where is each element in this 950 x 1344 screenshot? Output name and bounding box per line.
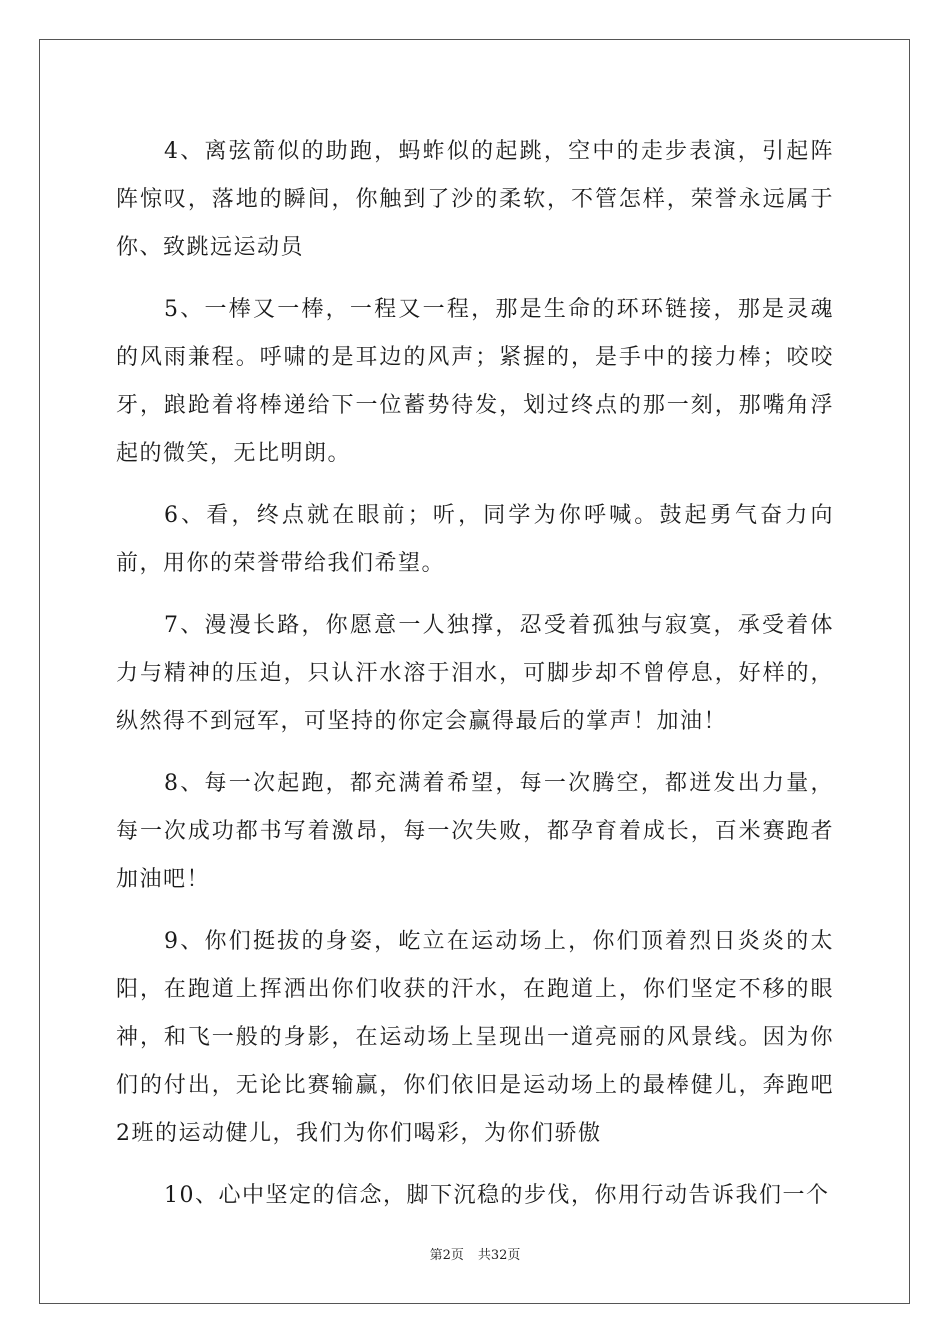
paragraph-6: 6、看，终点就在眼前；听，同学为你呼喊。鼓起勇气奋力向前，用你的荣誉带给我们希望。 <box>116 503 834 576</box>
paragraph-9: 9、你们挺拔的身姿，屹立在运动场上，你们顶着烈日炎炎的太阳，在跑道上挥洒出你们收获的汗水，在跑道上，你们坚定不移的眼神，和飞一般的身影，在运动场上呈现出一道亮丽的风景线。因为你们的付出，无论比赛输赢，你们依旧是运动场上的最棒健儿，奔跑吧2班的运动健儿，我们为你们喝彩，为你们骄傲 <box>116 929 834 1146</box>
page-number: 第2页 <box>429 1248 464 1263</box>
page-total: 共32页 <box>477 1248 521 1263</box>
paragraph-10: 10、心中坚定的信念，脚下沉稳的步伐，你用行动告诉我们一个 <box>164 1183 830 1208</box>
paragraph-7: 7、漫漫长路，你愿意一人独撑，忍受着孤独与寂寞，承受着体力与精神的压迫，只认汗水溶于泪水，可脚步却不曾停息，好样的，纵然得不到冠军，可坚持的你定会赢得最后的掌声！加油！ <box>116 613 834 734</box>
paragraph-4: 4、离弦箭似的助跑，蚂蚱似的起跳，空中的走步表演，引起阵阵惊叹，落地的瞬间，你触到了沙的柔软，不管怎样，荣誉永远属于你、致跳远运动员 <box>116 139 834 260</box>
page-footer <box>0 1244 950 1263</box>
paragraph-5: 5、一棒又一棒，一程又一程，那是生命的环环链接，那是灵魂的风雨兼程。呼啸的是耳边的风声；紧握的，是手中的接力棒；咬咬牙，踉跄着将棒递给下一位蓄势待发，划过终点的那一刻，那嘴角浮起的微笑，无比明朗。 <box>116 297 834 466</box>
document-body <box>116 128 834 1234</box>
paragraph-8: 8、每一次起跑，都充满着希望，每一次腾空，都迸发出力量，每一次成功都书写着激昂，每一次失败，都孕育着成长，百米赛跑者加油吧！ <box>116 771 834 892</box>
